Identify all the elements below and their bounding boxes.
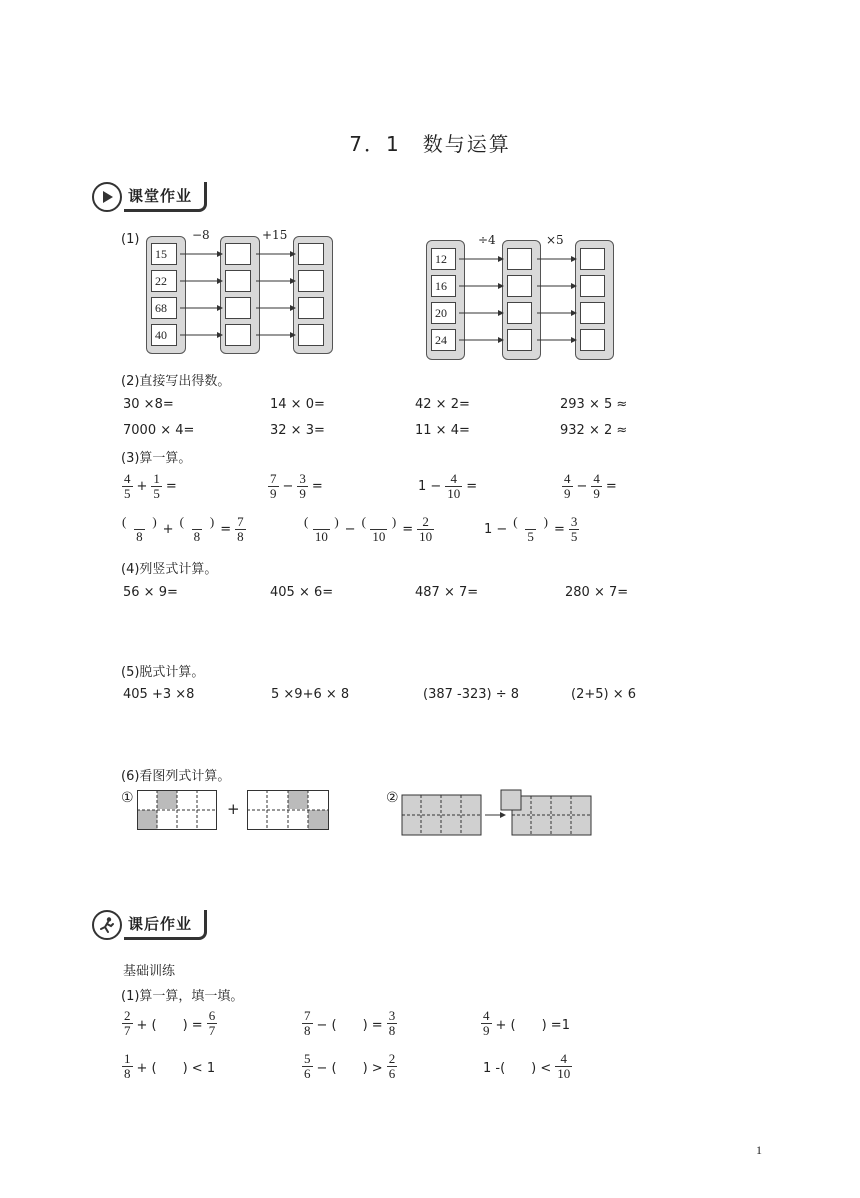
section-banner-homework (92, 912, 207, 938)
input-box: 22 (151, 270, 177, 292)
q5-item: 5 ×9+6 × 8 (271, 687, 350, 702)
q3-expr (268, 472, 323, 501)
q3-label: (3)算一算。 (121, 451, 192, 466)
expr-part: = (165, 479, 177, 494)
expr-part: 4 (124, 471, 131, 486)
expr-part[interactable]: + ( ) < 1 (136, 1061, 216, 1076)
op-plus-15: +15 (262, 228, 288, 242)
expr-part: 7 (270, 471, 277, 486)
expr-part: 9 (299, 486, 306, 501)
expr-part: 10 (372, 529, 386, 544)
expr-part: 5 (570, 529, 578, 544)
fraction-grid-1-icon (137, 790, 217, 830)
q3-expr (122, 472, 177, 501)
q3-expr (418, 472, 477, 501)
fraction (122, 472, 133, 501)
fraction (122, 1052, 133, 1081)
q2-item: 293 × 5 ≈ (560, 397, 628, 412)
fraction (235, 515, 246, 544)
expr-part: 5 (527, 529, 534, 544)
expr-part: = (311, 479, 323, 494)
q5-item: (387 -323) ÷ 8 (423, 687, 520, 702)
expr-part: 9 (483, 1023, 490, 1038)
expr-part: − (344, 522, 356, 537)
expr-part: 1 − (484, 522, 508, 537)
expr-part[interactable]: + ( ) =1 (495, 1018, 570, 1033)
op-times-5: ×5 (546, 233, 564, 247)
q2-label: (2)直接写出得数。 (121, 374, 231, 389)
runner-icon (92, 910, 122, 940)
q2-item: 42 × 2= (415, 397, 470, 412)
q2-item: 7000 × 4= (123, 423, 195, 438)
input-box: 24 (431, 329, 456, 351)
fraction (207, 1009, 218, 1038)
q3-fill-expr (302, 515, 434, 544)
op-minus-8: −8 (192, 228, 210, 242)
fraction (122, 1009, 133, 1038)
answer-box[interactable] (580, 302, 605, 324)
answer-box[interactable] (298, 297, 324, 319)
answer-box[interactable] (580, 329, 605, 351)
fraction (569, 515, 580, 544)
expr-part: 10 (419, 529, 433, 544)
expr-part[interactable]: − ( ) = (316, 1018, 383, 1033)
expr-part: 4 (564, 471, 571, 486)
expr-part: 4 (560, 1051, 568, 1066)
q2-item: 11 × 4= (415, 423, 470, 438)
fraction (268, 472, 279, 501)
expr-part[interactable]: ( ) (361, 514, 397, 529)
expr-part[interactable]: − ( ) > (316, 1061, 383, 1076)
fraction (445, 472, 462, 501)
expr-part: 8 (388, 1023, 396, 1038)
fraction (387, 1052, 398, 1081)
fraction (178, 515, 217, 544)
fraction (562, 472, 573, 501)
q3-fill-expr (120, 515, 246, 544)
q5-item: 405 +3 ×8 (123, 687, 195, 702)
arrows-icon (459, 245, 579, 355)
q2-item: 14 × 0= (270, 397, 325, 412)
q5-item: (2+5) × 6 (571, 687, 637, 702)
answer-box[interactable] (580, 275, 605, 297)
fill-expr (481, 1009, 570, 1038)
expr-part: 5 (124, 486, 131, 501)
fraction (387, 1009, 398, 1038)
fraction (302, 515, 341, 544)
expr-part: 10 (557, 1066, 571, 1081)
plus-sign: + (227, 800, 240, 818)
expr-part: 7 (124, 1023, 131, 1038)
fraction (302, 1009, 313, 1038)
fill-expr (302, 1052, 397, 1081)
expr-part: 2 (124, 1008, 131, 1023)
q4-item: 405 × 6= (270, 585, 334, 600)
expr-part: = (553, 522, 565, 537)
fraction (297, 472, 308, 501)
arrows-icon (180, 240, 300, 350)
input-box: 16 (431, 275, 456, 297)
q1-label: (1) (121, 232, 140, 247)
q2-item: 30 ×8= (123, 397, 174, 412)
q3-fill-expr (484, 515, 579, 544)
expr-part[interactable]: 1 -( ) < (483, 1061, 552, 1076)
fill-expr (483, 1052, 572, 1081)
q4-item: 56 × 9= (123, 585, 178, 600)
expr-part: + (162, 522, 174, 537)
expr-part: 5 (153, 486, 160, 501)
expr-part: 4 (450, 471, 458, 486)
fraction (120, 515, 159, 544)
expr-part: = (605, 479, 617, 494)
after-q1-label: (1)算一算，填一填。 (121, 989, 244, 1004)
input-box: 15 (151, 243, 177, 265)
fill-expr (302, 1009, 397, 1038)
expr-part[interactable]: ( ) (513, 514, 548, 529)
q3-expr (562, 472, 617, 501)
expr-part: 3 (299, 471, 306, 486)
input-box: 12 (431, 248, 456, 270)
fraction (591, 472, 602, 501)
q2-item: 32 × 3= (270, 423, 325, 438)
expr-part: 6 (304, 1066, 311, 1081)
q4-item: 280 × 7= (565, 585, 629, 600)
fraction (302, 1052, 313, 1081)
answer-box[interactable] (580, 248, 605, 270)
expr-part: 6 (388, 1066, 396, 1081)
expr-part: 8 (237, 529, 244, 544)
q6-label: (6)看图列式计算。 (121, 769, 231, 784)
q6-marker-1: ① (121, 790, 134, 806)
expr-part[interactable]: ( ) (304, 514, 339, 529)
op-divide-4: ÷4 (478, 233, 496, 247)
fraction-grid-2-icon (247, 790, 329, 830)
expr-part: − (576, 479, 588, 494)
expr-part: 8 (193, 529, 201, 544)
q4-label: (4)列竖式计算。 (121, 562, 218, 577)
q5-label: (5)脱式计算。 (121, 665, 205, 680)
answer-box[interactable] (298, 324, 324, 346)
expr-part: 2 (422, 514, 429, 529)
q2-item: 932 × 2 ≈ (560, 423, 628, 438)
expr-part: 8 (304, 1023, 311, 1038)
answer-box[interactable] (298, 270, 324, 292)
input-box: 20 (431, 302, 456, 324)
expr-part: = (220, 522, 232, 537)
expr-part[interactable]: + ( ) = (136, 1018, 203, 1033)
expr-part: 1 − (418, 479, 442, 494)
fraction-grid-3-icon (401, 788, 593, 838)
expr-part: 10 (447, 486, 461, 501)
expr-part: + (136, 479, 148, 494)
expr-part: 8 (136, 529, 143, 544)
expr-part: 8 (124, 1066, 131, 1081)
expr-part: = (402, 522, 414, 537)
play-icon (92, 182, 122, 212)
expr-part[interactable]: ( ) (122, 514, 157, 529)
expr-part: 5 (304, 1051, 311, 1066)
expr-part: 1 (153, 471, 160, 486)
section-label: 课堂作业 (124, 182, 207, 212)
expr-part: 9 (270, 486, 277, 501)
q4-item: 487 × 7= (415, 585, 479, 600)
q6-marker-2: ② (386, 790, 399, 806)
fraction (555, 1052, 572, 1081)
expr-part: 9 (564, 486, 571, 501)
page-title: 7．1 数与运算 (349, 132, 511, 156)
expr-part: 7 (208, 1023, 216, 1038)
fraction (417, 515, 434, 544)
expr-part: 6 (208, 1008, 216, 1023)
expr-part: = (466, 479, 478, 494)
fraction (360, 515, 399, 544)
section-banner-classwork (92, 184, 207, 210)
section-label: 课后作业 (124, 910, 207, 940)
expr-part: 7 (304, 1008, 311, 1023)
expr-part: 7 (237, 514, 244, 529)
fill-expr (122, 1009, 217, 1038)
expr-part: 4 (593, 471, 600, 486)
fraction (511, 515, 550, 544)
expr-part: 3 (388, 1008, 396, 1023)
subsection-title: 基础训练 (123, 964, 176, 979)
expr-part[interactable]: ( ) (179, 514, 215, 529)
expr-part: − (282, 479, 294, 494)
fraction (481, 1009, 492, 1038)
page-number: 1 (756, 1143, 762, 1157)
expr-part: 9 (593, 486, 600, 501)
expr-part: 1 (124, 1051, 131, 1066)
expr-part: 3 (570, 514, 578, 529)
expr-part: 4 (483, 1008, 490, 1023)
input-box: 40 (151, 324, 177, 346)
fraction (151, 472, 162, 501)
expr-part: 10 (314, 529, 328, 544)
expr-part: 2 (388, 1051, 396, 1066)
fill-expr (122, 1052, 215, 1081)
input-box: 68 (151, 297, 177, 319)
answer-box[interactable] (298, 243, 324, 265)
